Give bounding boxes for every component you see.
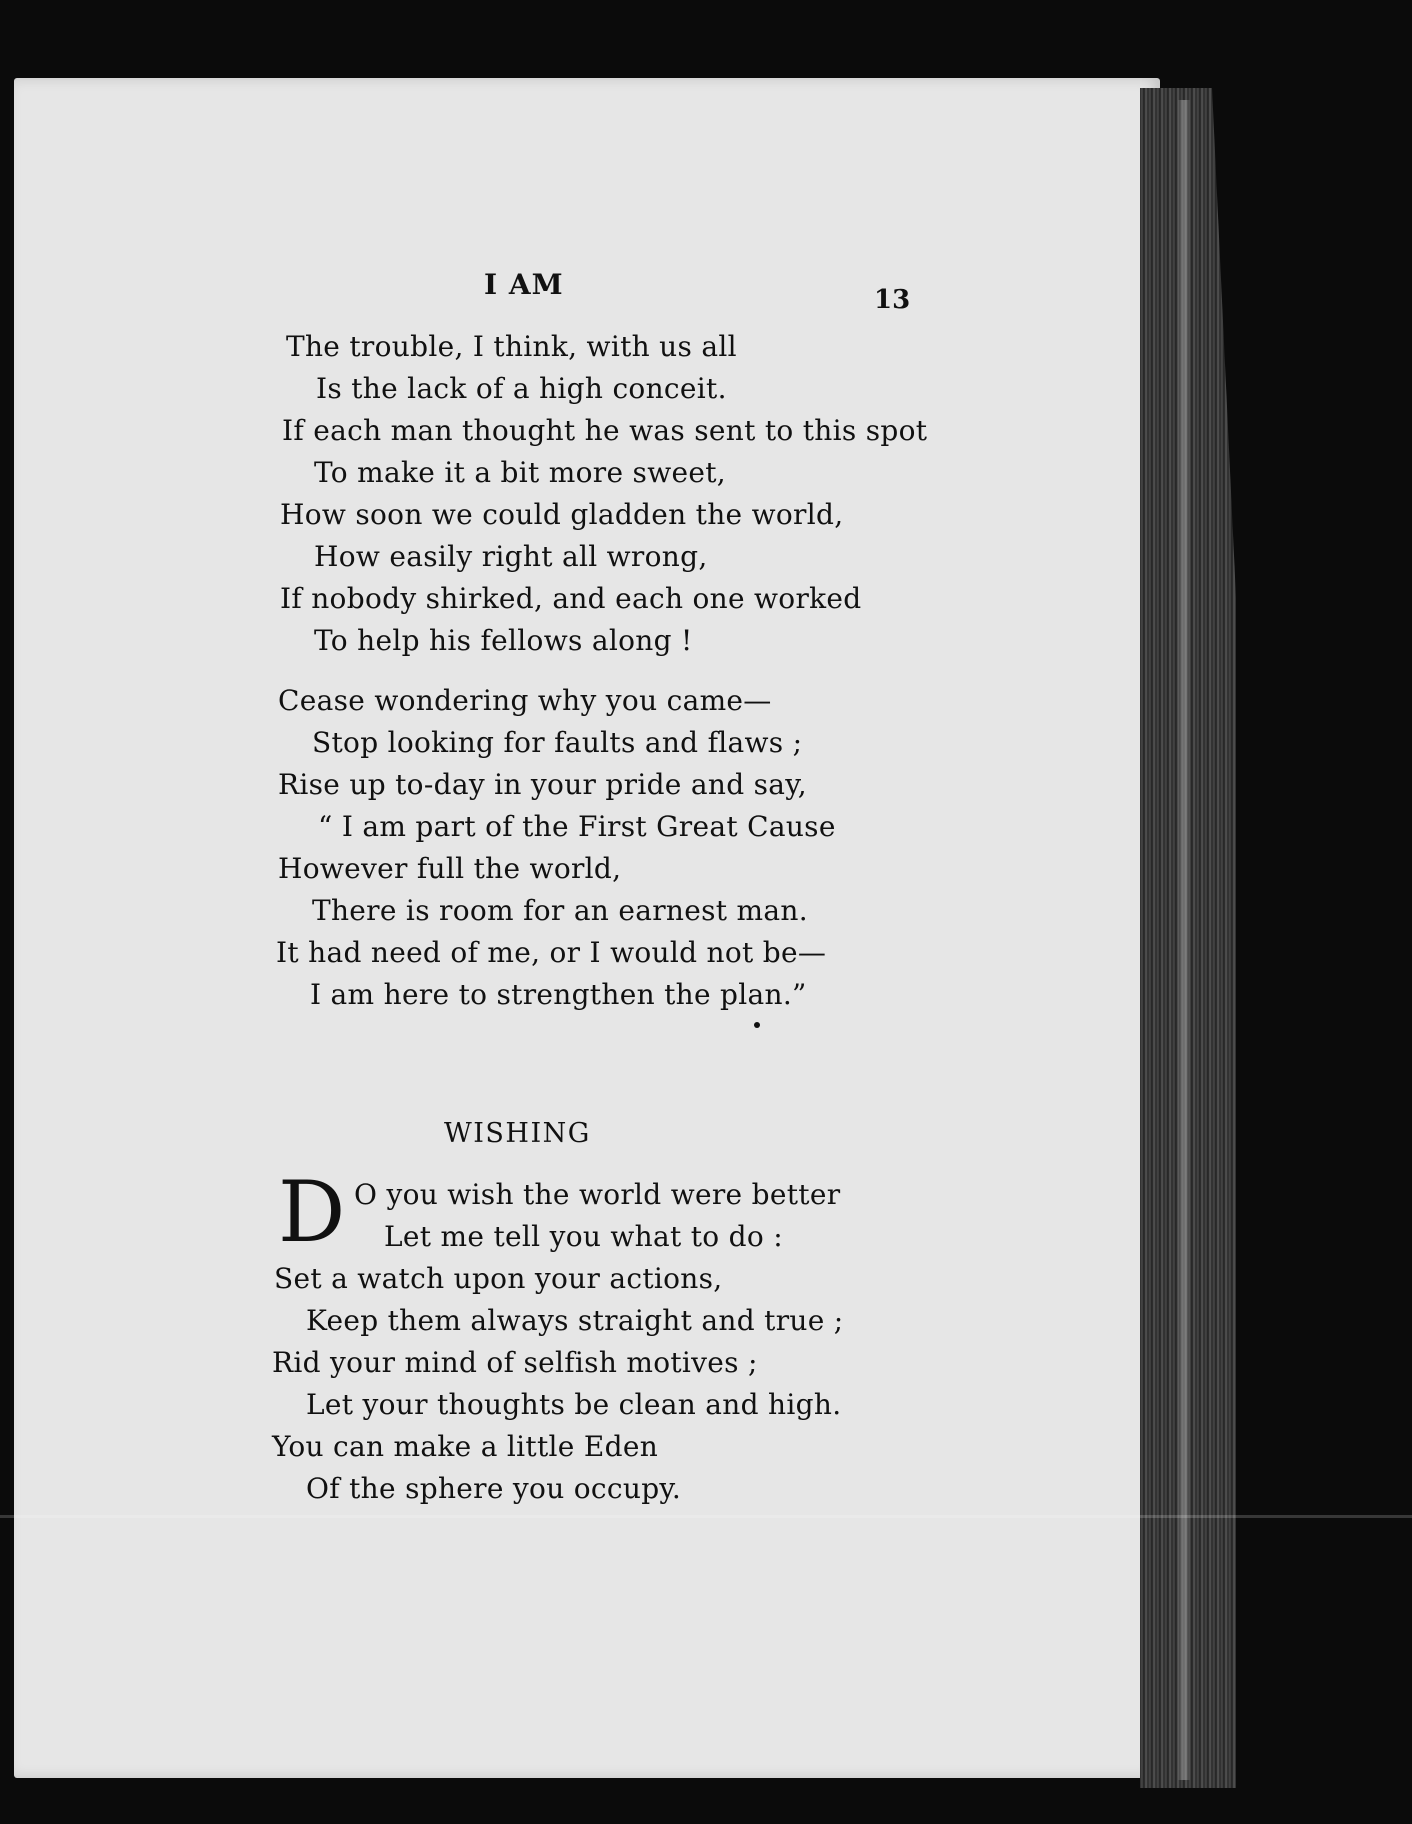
verse-line: There is room for an earnest man.	[312, 894, 808, 927]
drop-cap: D	[278, 1163, 346, 1261]
end-ornament	[754, 1022, 760, 1028]
page-number: 13	[874, 285, 911, 315]
verse-line: The trouble, I think, with us all	[286, 330, 737, 363]
verse-line: How soon we could gladden the world,	[280, 498, 844, 531]
verse-line: Stop looking for faults and flaws ;	[312, 726, 803, 759]
verse-line: To help his fellows along !	[314, 624, 693, 657]
verse-line: You can make a little Eden	[272, 1430, 659, 1463]
verse-line: It had need of me, or I would not be—	[276, 936, 827, 969]
verse-line: “ I am part of the First Great Cause	[318, 810, 836, 843]
scan-artifact-line	[0, 1515, 1412, 1518]
poem-title-wishing: WISHING	[444, 1118, 591, 1149]
verse-line: If nobody shirked, and each one worked	[280, 582, 862, 615]
verse-line: How easily right all wrong,	[314, 540, 708, 573]
page-edge-highlight	[1178, 100, 1190, 1780]
verse-line: However full the world,	[278, 852, 622, 885]
verse-line: Rid your mind of selfish motives ;	[272, 1346, 758, 1379]
verse-line: Rise up to-day in your pride and say,	[278, 768, 807, 801]
verse-line: Let your thoughts be clean and high.	[306, 1388, 842, 1421]
verse-line: Let me tell you what to do :	[384, 1220, 783, 1253]
verse-line: Set a watch upon your actions,	[274, 1262, 723, 1295]
verse-line: If each man thought he was sent to this spot	[282, 414, 928, 447]
verse-line: O you wish the world were better	[354, 1178, 841, 1211]
verse-line: To make it a bit more sweet,	[314, 456, 726, 489]
verse-line: I am here to strengthen the plan.”	[310, 978, 807, 1011]
verse-line: Is the lack of a high conceit.	[316, 372, 727, 405]
poem-title-i-am: I AM	[484, 268, 564, 301]
verse-line: Of the sphere you occupy.	[306, 1472, 682, 1505]
verse-line: Keep them always straight and true ;	[306, 1304, 844, 1337]
verse-line: Cease wondering why you came—	[278, 684, 772, 717]
